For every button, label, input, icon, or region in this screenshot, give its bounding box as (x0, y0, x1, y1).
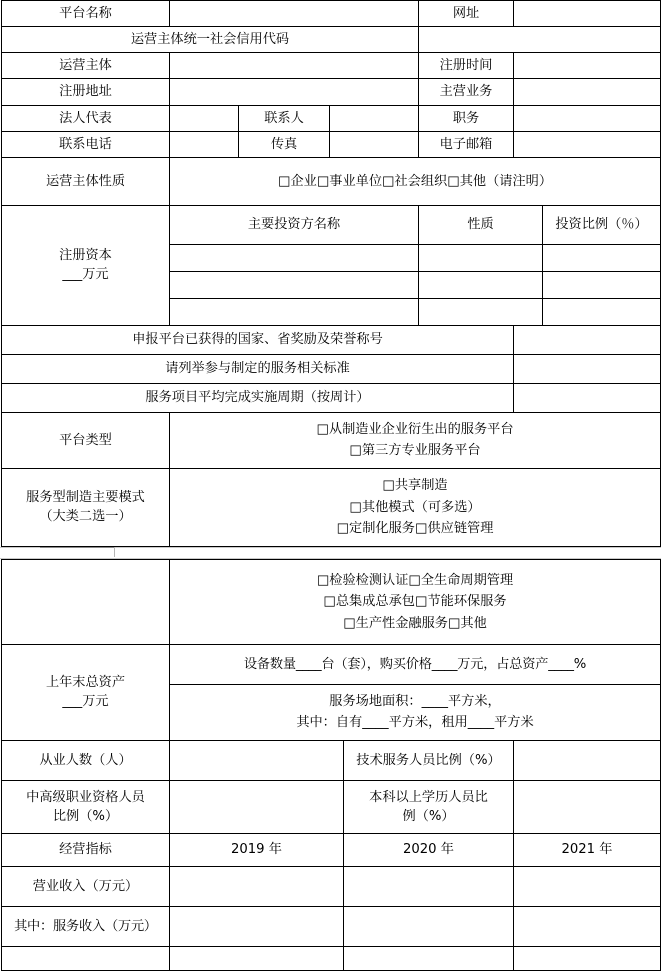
trailing-cell (344, 946, 514, 970)
service-mode-label (2, 468, 170, 546)
table-row-service-mode-top (2, 468, 661, 546)
investor-ratio-input[interactable] (543, 244, 661, 271)
service-mode-option-other-modes[interactable]: □其他模式（可多选） (349, 499, 481, 515)
service-mode-label-continued (2, 559, 170, 644)
email-input[interactable] (514, 131, 661, 157)
register-time-label: 注册时间 (419, 53, 514, 79)
operating-entity-input[interactable] (170, 53, 419, 79)
table-row-credit-code (2, 27, 661, 53)
awards-label: 申报平台已获得的国家、省奖励及荣誉称号 (2, 325, 514, 354)
investor-nature-input[interactable] (419, 298, 543, 325)
revenue-2020-input[interactable] (344, 866, 514, 906)
platform-name-input[interactable] (170, 1, 419, 27)
revenue-label: 营业收入（万元） (2, 866, 170, 906)
contact-phone-input[interactable] (170, 131, 239, 157)
registered-capital-label-line2: ___万元 (62, 267, 109, 283)
service-revenue-2020-input[interactable] (344, 906, 514, 946)
service-mode-option-finance-other[interactable]: □生产性金融服务□其他 (343, 615, 487, 631)
contact-person-label: 联系人 (239, 105, 330, 131)
employees-label: 从业人数（人） (2, 740, 170, 780)
register-address-input[interactable] (170, 79, 419, 105)
position-input[interactable] (514, 105, 661, 131)
cert-ratio-label-line1: 中高级职业资格人员 (26, 789, 145, 805)
service-revenue-2021-input[interactable] (514, 906, 661, 946)
main-business-input[interactable] (514, 79, 661, 105)
year-2020-header: 2020 年 (344, 833, 514, 866)
table-row-service-revenue (2, 906, 661, 946)
service-mode-option-integration-energy[interactable]: □总集成总承包□节能环保服务 (323, 594, 507, 610)
fax-input[interactable] (330, 131, 419, 157)
metrics-label: 经营指标 (2, 833, 170, 866)
investor-name-header: 主要投资方名称 (170, 205, 419, 244)
platform-type-option-derived[interactable]: □从制造业企业衍生出的服务平台 (316, 421, 514, 437)
cycle-label: 服务项目平均完成实施周期（按周计） (2, 383, 514, 412)
contact-person-input[interactable] (330, 105, 419, 131)
cert-ratio-label (2, 780, 170, 833)
degree-ratio-label (344, 780, 514, 833)
table-row-service-mode-continued (2, 559, 661, 644)
cert-ratio-input[interactable] (170, 780, 344, 833)
position-label: 职务 (419, 105, 514, 131)
investor-name-input[interactable] (170, 244, 419, 271)
investor-ratio-header: 投资比例（％） (543, 205, 661, 244)
table-row-platform-type (2, 412, 661, 468)
total-assets-label-line1: 上年末总资产 (45, 675, 126, 691)
platform-name-label: 平台名称 (2, 1, 170, 27)
degree-ratio-label-line2: 例（%） (402, 808, 455, 824)
venue-area-line[interactable]: 服务场地面积：____平方米， (329, 693, 501, 709)
table-row-standards (2, 354, 661, 383)
total-assets-label-line2: ___万元 (62, 694, 109, 710)
investor-ratio-input[interactable] (543, 271, 661, 298)
service-mode-label-line2: （大类二选一） (39, 509, 132, 525)
service-mode-option-shared-manufacturing[interactable]: □共享制造 (382, 478, 448, 494)
table-row-platform-name (2, 1, 661, 27)
trailing-cell (170, 946, 344, 970)
legal-rep-input[interactable] (170, 105, 239, 131)
form-table-part2 (1, 559, 661, 971)
venue-owned-rented-line[interactable]: 其中：自有____平方米，租用____平方米 (296, 715, 534, 731)
table-row-legal-rep (2, 105, 661, 131)
website-input[interactable] (514, 1, 661, 27)
operating-entity-label: 运营主体 (2, 53, 170, 79)
venue-lines (170, 684, 661, 740)
investor-nature-input[interactable] (419, 271, 543, 298)
credit-code-label: 运营主体统一社会信用代码 (2, 27, 419, 53)
cycle-input[interactable] (514, 383, 661, 412)
revenue-2021-input[interactable] (514, 866, 661, 906)
trailing-cell (2, 946, 170, 970)
table-row-entity-nature (2, 157, 661, 205)
investor-nature-header: 性质 (419, 205, 543, 244)
year-2019-header: 2019 年 (170, 833, 344, 866)
form-table-part1 (1, 0, 661, 547)
contact-phone-label: 联系电话 (2, 131, 170, 157)
service-revenue-label: 其中：服务收入（万元） (2, 906, 170, 946)
investor-name-input[interactable] (170, 271, 419, 298)
investor-ratio-input[interactable] (543, 298, 661, 325)
platform-type-label: 平台类型 (2, 412, 170, 468)
equipment-line[interactable]: 设备数量____台（套），购买价格____万元，占总资产____% (170, 644, 661, 684)
registered-capital-label-line1: 注册资本 (59, 248, 112, 264)
investor-nature-input[interactable] (419, 244, 543, 271)
trailing-cell (514, 946, 661, 970)
table-row-employees (2, 740, 661, 780)
registered-capital-label (2, 205, 170, 325)
table-row-trailing (2, 946, 661, 970)
total-assets-label (2, 644, 170, 740)
legal-rep-label: 法人代表 (2, 105, 170, 131)
table-row-investor-header (2, 205, 661, 244)
fax-label: 传真 (239, 131, 330, 157)
standards-input[interactable] (514, 354, 661, 383)
email-label: 电子邮箱 (419, 131, 514, 157)
cert-ratio-label-line2: 比例（%） (52, 808, 119, 824)
table-row-operating-entity (2, 53, 661, 79)
table-row-contact-phone (2, 131, 661, 157)
awards-input[interactable] (514, 325, 661, 354)
entity-nature-label: 运营主体性质 (2, 157, 170, 205)
register-time-input[interactable] (514, 53, 661, 79)
website-label: 网址 (419, 1, 514, 27)
tech-ratio-label: 技术服务人员比例（%） (344, 740, 514, 780)
table-row-metrics-header (2, 833, 661, 866)
tech-ratio-input[interactable] (514, 740, 661, 780)
credit-code-input[interactable] (419, 27, 661, 53)
degree-ratio-input[interactable] (514, 780, 661, 833)
table-row-revenue (2, 866, 661, 906)
platform-type-option-thirdparty[interactable]: □第三方专业服务平台 (349, 443, 481, 459)
employees-input[interactable] (170, 740, 344, 780)
year-2021-header: 2021 年 (514, 833, 661, 866)
table-row-cert-degree-ratio (2, 780, 661, 833)
main-business-label: 主营业务 (419, 79, 514, 105)
investor-name-input[interactable] (170, 298, 419, 325)
service-mode-option-custom-supplychain[interactable]: □定制化服务□供应链管理 (336, 521, 494, 537)
standards-label: 请列举参与制定的服务相关标准 (2, 354, 514, 383)
platform-type-options (170, 412, 661, 468)
page-break-gap (0, 547, 661, 559)
service-mode-option-inspection-lifecycle[interactable]: □检验检测认证□全生命周期管理 (316, 572, 514, 588)
degree-ratio-label-line1: 本科以上学历人员比 (369, 789, 488, 805)
service-mode-label-line1: 服务型制造主要模式 (26, 490, 145, 506)
service-revenue-2019-input[interactable] (170, 906, 344, 946)
revenue-2019-input[interactable] (170, 866, 344, 906)
service-mode-options-top (170, 468, 661, 546)
table-row-cycle (2, 383, 661, 412)
service-mode-options-bottom (170, 559, 661, 644)
table-row-register-address (2, 79, 661, 105)
table-row-equipment (2, 644, 661, 684)
register-address-label: 注册地址 (2, 79, 170, 105)
table-row-awards (2, 325, 661, 354)
entity-nature-options[interactable]: □企业□事业单位□社会组织□其他（请注明） (170, 157, 661, 205)
